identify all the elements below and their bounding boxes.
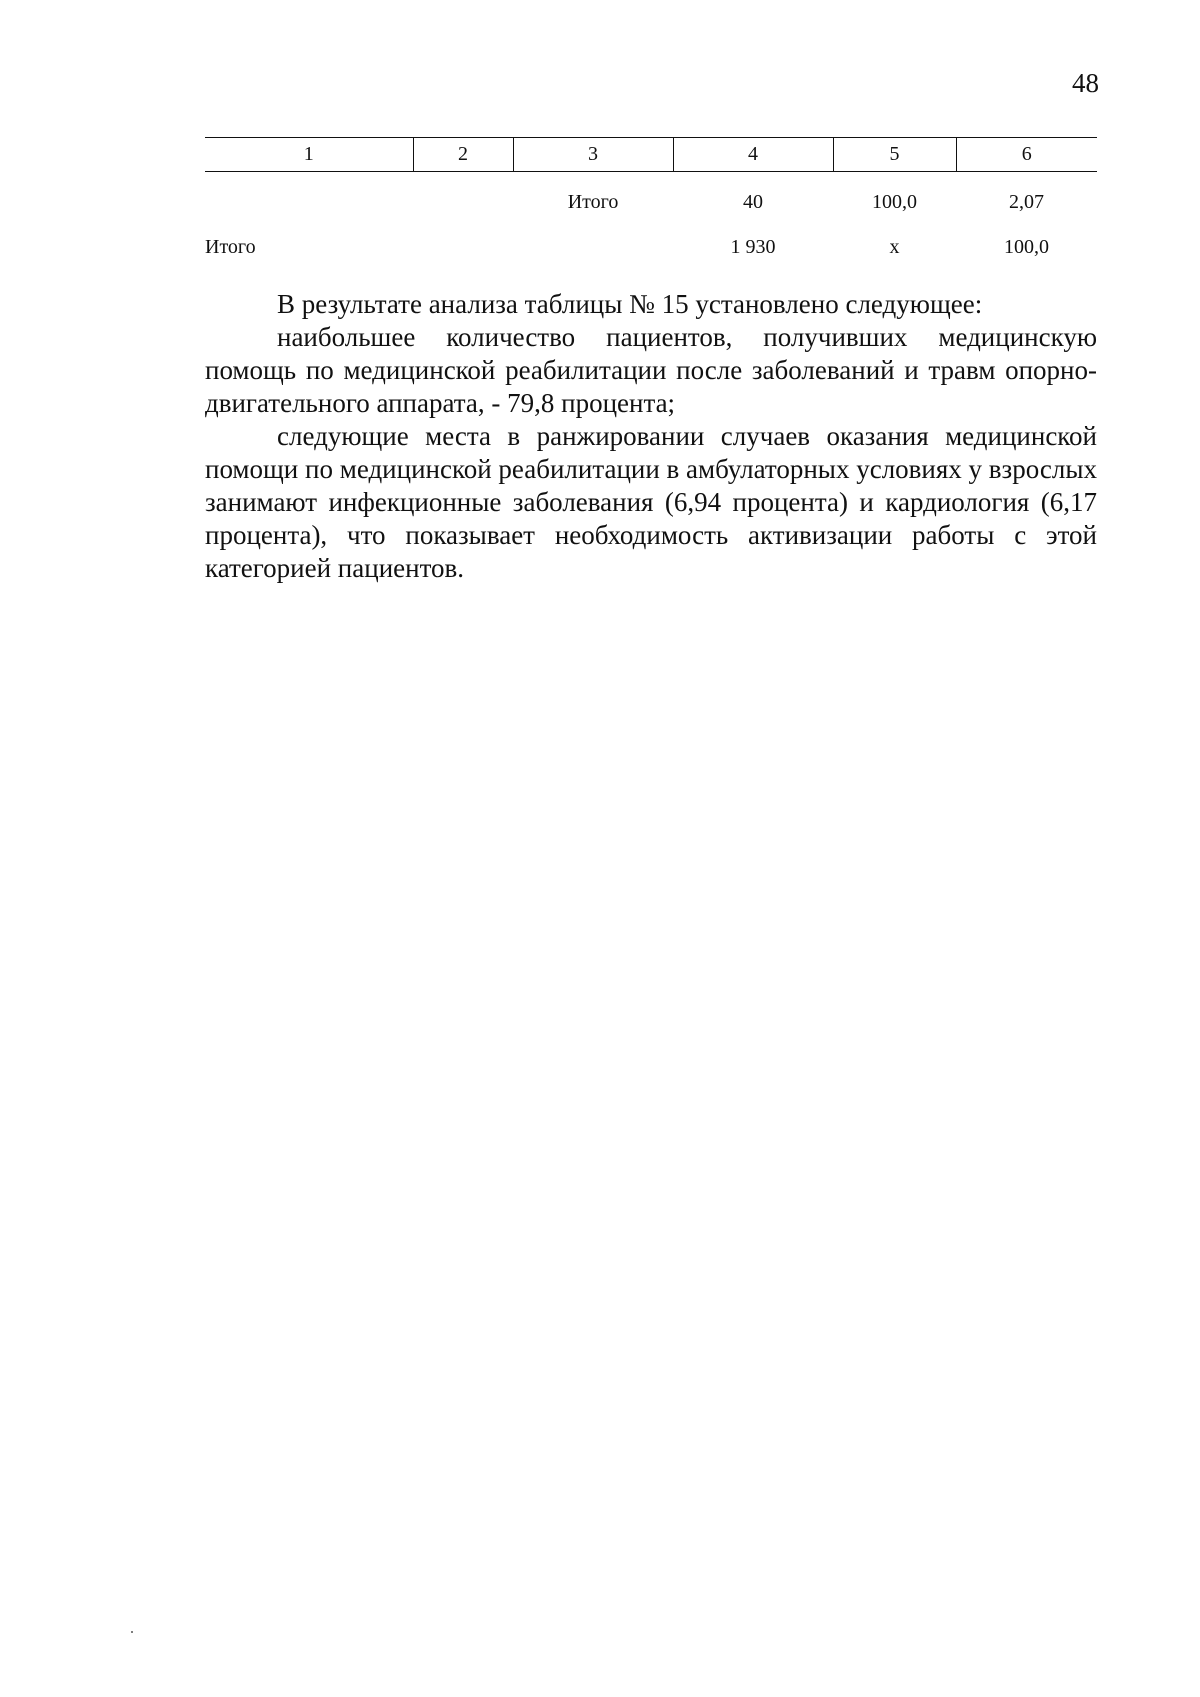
column-header: 3 [513, 138, 673, 172]
table-cell: 100,0 [872, 191, 917, 213]
body-text [205, 288, 1097, 585]
column-header: 2 [413, 138, 513, 172]
table-cell: Итого [205, 236, 256, 258]
column-header: 5 [833, 138, 956, 172]
column-header: 4 [673, 138, 833, 172]
data-table [205, 137, 1097, 270]
table-cell: 100,0 [1004, 236, 1049, 258]
table-cell: 2,07 [1009, 191, 1044, 213]
table-cell: х [889, 236, 900, 258]
table-header-row [205, 138, 1097, 172]
column-header: 6 [956, 138, 1097, 172]
scan-speck [131, 1631, 133, 1633]
table-cell [413, 172, 513, 226]
table-cell: 1 930 [730, 236, 776, 258]
paragraph: следующие места в ранжировании случаев оказания медицинской помощи по медицинской реабилитации в амбулаторных условиях у взрослых занимают инфекционные заболевания (6,94 процента) и кардиология (6,17 процента), что показывает необходимость активизации работы с этой категорией пациентов. [205, 421, 1097, 583]
table-cell: 40 [743, 191, 763, 213]
paragraph: наибольшее количество пациентов, получивших медицинскую помощь по медицинской реабилитации после заболеваний и травм опорно-двигательного аппарата, - 79,8 процента; [205, 322, 1097, 418]
page-number: 48 [1072, 68, 1099, 98]
table-cell [513, 225, 673, 270]
data-table-container [205, 137, 1097, 270]
table-row [205, 172, 1097, 226]
column-header: 1 [205, 138, 413, 172]
table-cell [205, 172, 413, 226]
table-row [205, 225, 1097, 270]
paragraph: В результате анализа таблицы № 15 установлено следующее: [277, 289, 983, 319]
table-cell: Итого [567, 191, 619, 213]
table-cell [413, 225, 513, 270]
